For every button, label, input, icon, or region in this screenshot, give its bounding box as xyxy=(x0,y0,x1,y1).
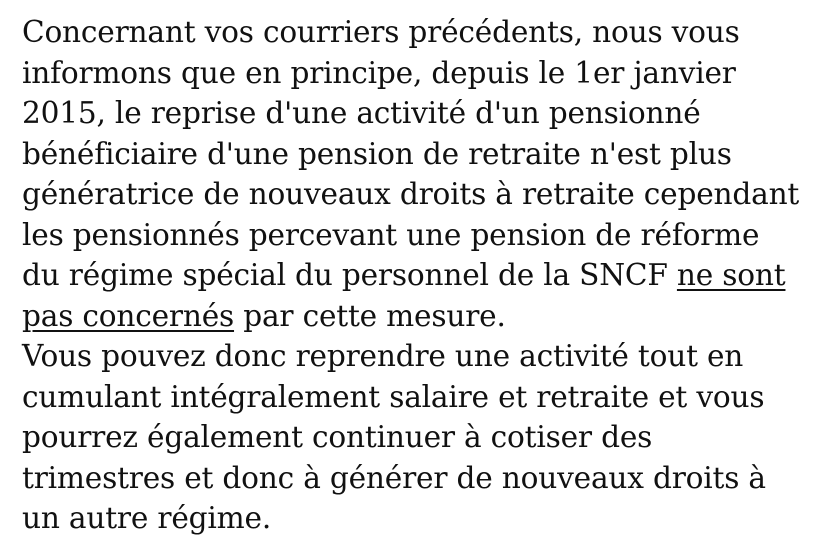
text-segment: Concernant vos courriers précédents, nous vous xyxy=(22,15,740,49)
text-segment: du régime spécial du personnel de la SNCF xyxy=(22,258,677,292)
text-segment: bénéficiaire d'une pension de retraite n'est plus xyxy=(22,136,732,171)
underlined-text: ne sont xyxy=(676,258,786,292)
paragraph-1 xyxy=(22,12,812,336)
text-segment: les pensionnés percevant une pension de réforme xyxy=(22,217,760,252)
text-line xyxy=(22,255,812,296)
text-line xyxy=(22,134,812,175)
text-line xyxy=(22,12,812,53)
text-segment: un autre régime. xyxy=(22,501,272,535)
text-line xyxy=(22,53,812,94)
text-segment: informons que en principe, depuis le 1er janvier xyxy=(22,55,736,90)
text-line xyxy=(22,296,812,337)
text-line xyxy=(22,498,812,539)
text-segment: trimestres et donc à générer de nouveaux droits à xyxy=(22,460,766,495)
text-line xyxy=(22,458,812,499)
text-segment: génératrice de nouveaux droits à retraite cependant xyxy=(22,177,800,211)
text-line xyxy=(22,174,812,215)
text-segment: cumulant intégralement salaire et retraite et vous xyxy=(22,379,765,414)
text-line xyxy=(22,377,812,418)
text-line xyxy=(22,215,812,256)
paragraph-2 xyxy=(22,336,812,539)
text-segment: 2015, le reprise d'une activité d'un pensionné xyxy=(22,96,701,130)
text-line xyxy=(22,336,812,377)
text-segment: pourrez également continuer à cotiser des xyxy=(22,420,653,454)
underlined-text: pas concernés xyxy=(22,298,235,333)
text-segment: Vous pouvez donc reprendre une activité tout en xyxy=(22,339,744,373)
text-line xyxy=(22,417,812,458)
text-line xyxy=(22,93,812,134)
letter-body xyxy=(22,12,812,539)
text-segment: par cette mesure. xyxy=(234,298,506,333)
